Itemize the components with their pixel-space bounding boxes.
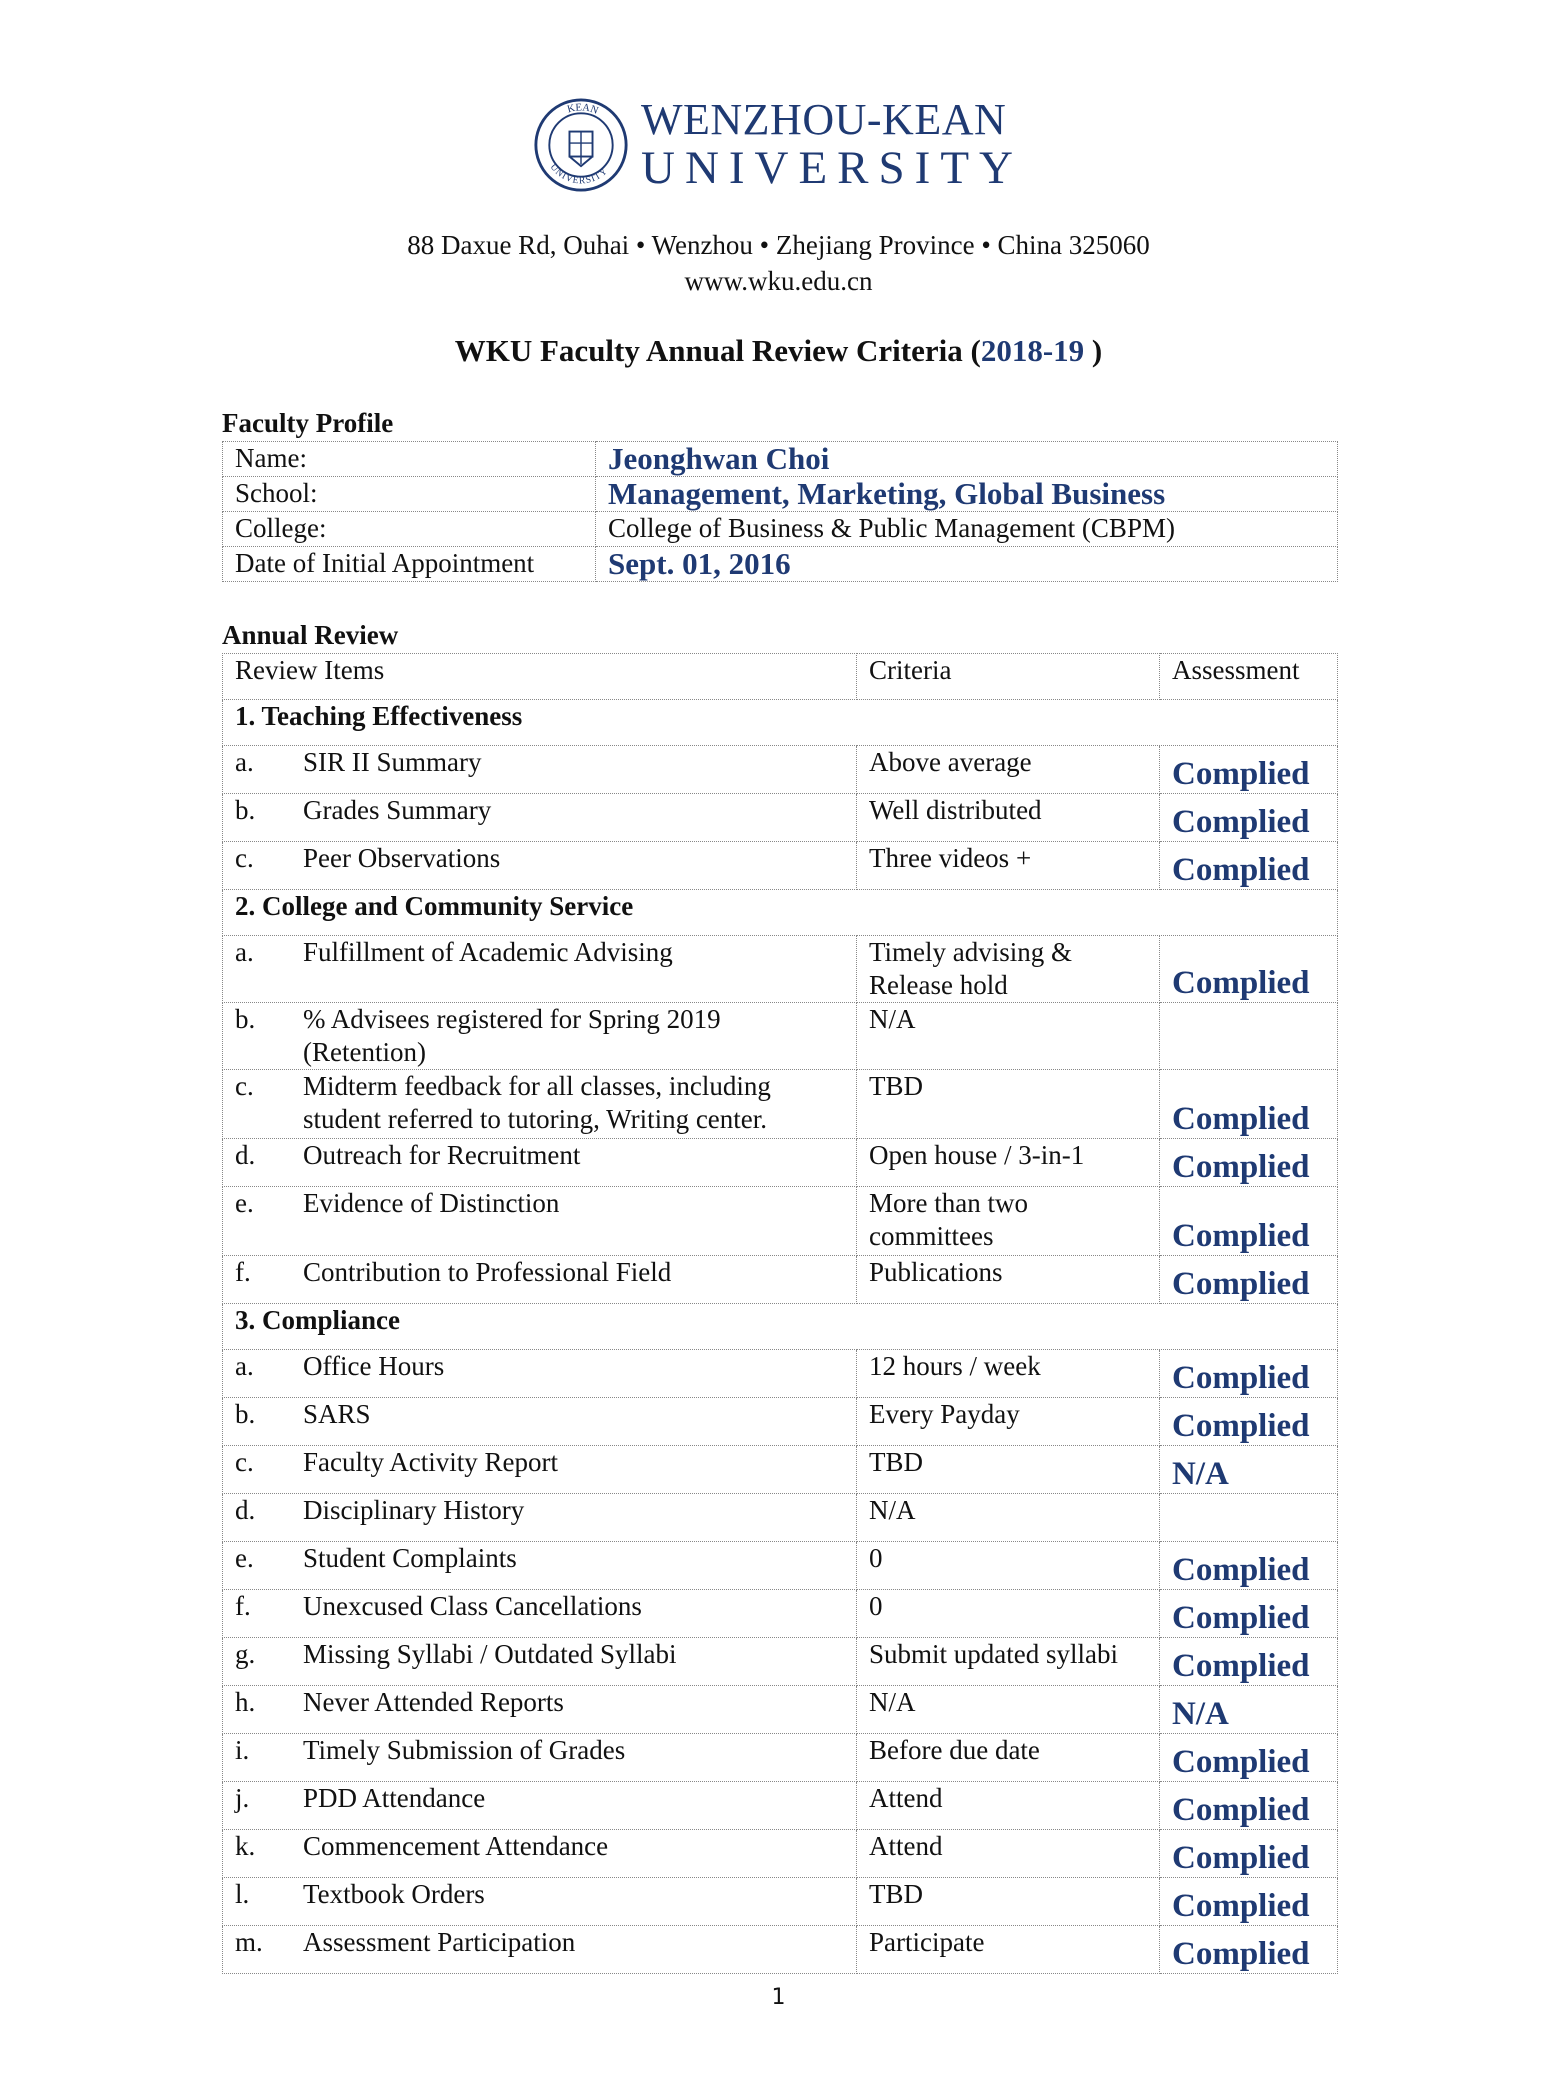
- item-letter: b.: [235, 795, 256, 825]
- review-item-row: [223, 1686, 1338, 1734]
- assessment-cell: Complied: [1160, 1830, 1338, 1878]
- item-text: Fulfillment of Academic Advising: [303, 937, 673, 967]
- criteria-cell: 0: [857, 1542, 1160, 1590]
- item-letter: k.: [235, 1831, 256, 1861]
- item-letter: h.: [235, 1687, 256, 1717]
- item-text: Assessment Participation: [303, 1927, 576, 1957]
- item-text: Peer Observations: [303, 843, 501, 873]
- university-logo: [533, 95, 1023, 195]
- assessment-cell: Complied: [1160, 1926, 1338, 1974]
- criteria-cell: Above average: [857, 746, 1160, 794]
- review-item-row: [223, 746, 1338, 794]
- item-letter: i.: [235, 1735, 250, 1765]
- item-letter: f.: [235, 1257, 251, 1287]
- svg-text:KEAN: KEAN: [566, 102, 600, 117]
- review-item-row: [223, 1398, 1338, 1446]
- review-item-row: [223, 794, 1338, 842]
- review-item-cell: [223, 1446, 857, 1494]
- item-text: Commencement Attendance: [303, 1831, 609, 1861]
- item-letter: b.: [235, 1399, 256, 1429]
- review-item-row: [223, 1638, 1338, 1686]
- assessment-cell: Complied: [1160, 1590, 1338, 1638]
- assessment-cell: N/A: [1160, 1446, 1338, 1494]
- review-item-cell: [223, 1638, 857, 1686]
- review-item-row: [223, 1734, 1338, 1782]
- section-title: 3. Compliance: [223, 1304, 1338, 1350]
- review-item-row: [223, 1350, 1338, 1398]
- review-item-row: [223, 1139, 1338, 1187]
- assessment-cell: Complied: [1160, 1070, 1338, 1139]
- title-close: ): [1084, 333, 1103, 368]
- profile-row: [223, 547, 1338, 582]
- item-letter: c.: [235, 1071, 254, 1101]
- item-letter: g.: [235, 1639, 256, 1669]
- assessment-cell: Complied: [1160, 1350, 1338, 1398]
- criteria-cell: Well distributed: [857, 794, 1160, 842]
- item-letter: m.: [235, 1927, 263, 1957]
- item-text: SARS: [303, 1399, 371, 1429]
- assessment-cell: Complied: [1160, 1734, 1338, 1782]
- section-title: 1. Teaching Effectiveness: [223, 700, 1338, 746]
- item-letter: a.: [235, 937, 254, 967]
- review-item-cell: [223, 1782, 857, 1830]
- review-item-cell: [223, 746, 857, 794]
- review-year: 2018-19: [980, 333, 1085, 368]
- assessment-cell: [1160, 1003, 1338, 1070]
- profile-row: [223, 477, 1338, 512]
- assessment-cell: Complied: [1160, 1398, 1338, 1446]
- faculty-profile-heading: Faculty Profile: [222, 408, 394, 438]
- item-text: Timely Submission of Grades: [303, 1735, 626, 1765]
- profile-label: Date of Initial Appointment: [223, 547, 596, 582]
- assessment-cell: Complied: [1160, 794, 1338, 842]
- item-letter: l.: [235, 1879, 250, 1909]
- university-seal-icon: [533, 97, 629, 193]
- assessment-cell: Complied: [1160, 1878, 1338, 1926]
- review-item-row: [223, 1446, 1338, 1494]
- review-item-row: [223, 842, 1338, 890]
- review-item-cell: [223, 1398, 857, 1446]
- review-item-cell: [223, 1686, 857, 1734]
- profile-row: [223, 512, 1338, 547]
- criteria-cell: Publications: [857, 1256, 1160, 1304]
- item-text: PDD Attendance: [303, 1783, 486, 1813]
- review-item-row: [223, 936, 1338, 1003]
- assessment-cell: N/A: [1160, 1686, 1338, 1734]
- title-text: WKU Faculty Annual Review Criteria (: [454, 333, 981, 368]
- review-item-cell: [223, 1003, 857, 1070]
- item-text: Disciplinary History: [303, 1495, 525, 1525]
- item-letter: j.: [235, 1783, 250, 1813]
- logo-line-2: UNIVERSITY: [641, 142, 1023, 194]
- review-item-cell: [223, 1187, 857, 1256]
- faculty-profile-table: [222, 441, 1338, 582]
- assessment-cell: Complied: [1160, 936, 1338, 1003]
- item-letter: a.: [235, 747, 254, 777]
- review-item-row: [223, 1926, 1338, 1974]
- item-text: Faculty Activity Report: [303, 1447, 558, 1477]
- review-header-row: [223, 654, 1338, 700]
- criteria-cell: Three videos +: [857, 842, 1160, 890]
- assessment-cell: Complied: [1160, 1187, 1338, 1256]
- item-text: Student Complaints: [303, 1543, 517, 1573]
- assessment-cell: Complied: [1160, 842, 1338, 890]
- criteria-cell: Participate: [857, 1926, 1160, 1974]
- review-item-cell: [223, 1590, 857, 1638]
- website-link[interactable]: www.wku.edu.cn: [684, 266, 873, 296]
- review-item-row: [223, 1494, 1338, 1542]
- item-letter: e.: [235, 1188, 254, 1218]
- criteria-cell: More than two committees: [857, 1187, 1160, 1256]
- logo-line-1: WENZHOU-KEAN: [641, 95, 1007, 144]
- item-letter: b.: [235, 1004, 256, 1034]
- profile-value: College of Business & Public Management (CBPM): [596, 512, 1338, 547]
- item-letter: a.: [235, 1351, 254, 1381]
- item-letter: e.: [235, 1543, 254, 1573]
- item-text: Midterm feedback for all classes, including student referred to tutoring, Writing center.: [303, 1071, 771, 1134]
- review-item-row: [223, 1830, 1338, 1878]
- profile-label: Name:: [223, 442, 596, 477]
- profile-value: Jeonghwan Choi: [596, 442, 1338, 477]
- item-text: Textbook Orders: [303, 1879, 485, 1909]
- column-header-assessment: Assessment: [1160, 654, 1338, 700]
- criteria-cell: Submit updated syllabi: [857, 1638, 1160, 1686]
- criteria-cell: TBD: [857, 1878, 1160, 1926]
- review-item-cell: [223, 936, 857, 1003]
- section-row: [223, 700, 1338, 746]
- criteria-cell: N/A: [857, 1003, 1160, 1070]
- criteria-cell: TBD: [857, 1446, 1160, 1494]
- criteria-cell: Attend: [857, 1782, 1160, 1830]
- criteria-cell: 0: [857, 1590, 1160, 1638]
- criteria-cell: TBD: [857, 1070, 1160, 1139]
- review-item-cell: [223, 794, 857, 842]
- review-item-cell: [223, 1926, 857, 1974]
- criteria-cell: Timely advising & Release hold: [857, 936, 1160, 1003]
- review-item-cell: [223, 842, 857, 890]
- review-item-cell: [223, 1830, 857, 1878]
- review-item-row: [223, 1187, 1338, 1256]
- assessment-cell: Complied: [1160, 1139, 1338, 1187]
- review-item-cell: [223, 1350, 857, 1398]
- assessment-cell: Complied: [1160, 746, 1338, 794]
- review-item-row: [223, 1542, 1338, 1590]
- assessment-cell: Complied: [1160, 1638, 1338, 1686]
- review-item-cell: [223, 1734, 857, 1782]
- item-letter: d.: [235, 1495, 256, 1525]
- profile-label: School:: [223, 477, 596, 512]
- review-item-cell: [223, 1070, 857, 1139]
- item-letter: f.: [235, 1591, 251, 1621]
- item-letter: d.: [235, 1140, 256, 1170]
- item-letter: c.: [235, 843, 254, 873]
- address: 88 Daxue Rd, Ouhai • Wenzhou • Zhejiang Province • China 325060: [407, 230, 1150, 260]
- review-item-cell: [223, 1256, 857, 1304]
- criteria-cell: 12 hours / week: [857, 1350, 1160, 1398]
- section-title: 2. College and Community Service: [223, 890, 1338, 936]
- document-title: [0, 333, 1557, 369]
- item-text: % Advisees registered for Spring 2019 (Retention): [303, 1004, 721, 1067]
- section-row: [223, 890, 1338, 936]
- assessment-cell: [1160, 1494, 1338, 1542]
- page-number: 1: [771, 1985, 786, 2010]
- column-header-criteria: Criteria: [857, 654, 1160, 700]
- item-text: SIR II Summary: [303, 747, 482, 777]
- column-header-review-items: Review Items: [223, 654, 857, 700]
- review-item-row: [223, 1256, 1338, 1304]
- review-item-row: [223, 1003, 1338, 1070]
- review-item-cell: [223, 1494, 857, 1542]
- annual-review-heading: Annual Review: [222, 620, 399, 650]
- assessment-cell: Complied: [1160, 1256, 1338, 1304]
- review-item-cell: [223, 1878, 857, 1926]
- annual-review-table: [222, 653, 1338, 1974]
- item-text: Grades Summary: [303, 795, 492, 825]
- assessment-cell: Complied: [1160, 1782, 1338, 1830]
- criteria-cell: Attend: [857, 1830, 1160, 1878]
- item-letter: c.: [235, 1447, 254, 1477]
- profile-label: College:: [223, 512, 596, 547]
- item-text: Missing Syllabi / Outdated Syllabi: [303, 1639, 677, 1669]
- profile-value: Sept. 01, 2016: [596, 547, 1338, 582]
- review-item-cell: [223, 1139, 857, 1187]
- item-text: Never Attended Reports: [303, 1687, 564, 1717]
- item-text: Evidence of Distinction: [303, 1188, 560, 1218]
- criteria-cell: Every Payday: [857, 1398, 1160, 1446]
- criteria-cell: Open house / 3-in-1: [857, 1139, 1160, 1187]
- criteria-cell: N/A: [857, 1494, 1160, 1542]
- section-row: [223, 1304, 1338, 1350]
- svg-text:UNIVERSITY: UNIVERSITY: [547, 161, 611, 187]
- criteria-cell: Before due date: [857, 1734, 1160, 1782]
- review-item-row: [223, 1590, 1338, 1638]
- item-text: Contribution to Professional Field: [303, 1257, 672, 1287]
- item-text: Outreach for Recruitment: [303, 1140, 581, 1170]
- review-item-row: [223, 1070, 1338, 1139]
- profile-value: Management, Marketing, Global Business: [596, 477, 1338, 512]
- review-item-cell: [223, 1542, 857, 1590]
- criteria-cell: N/A: [857, 1686, 1160, 1734]
- profile-row: [223, 442, 1338, 477]
- review-item-row: [223, 1782, 1338, 1830]
- item-text: Unexcused Class Cancellations: [303, 1591, 642, 1621]
- review-item-row: [223, 1878, 1338, 1926]
- item-text: Office Hours: [303, 1351, 445, 1381]
- assessment-cell: Complied: [1160, 1542, 1338, 1590]
